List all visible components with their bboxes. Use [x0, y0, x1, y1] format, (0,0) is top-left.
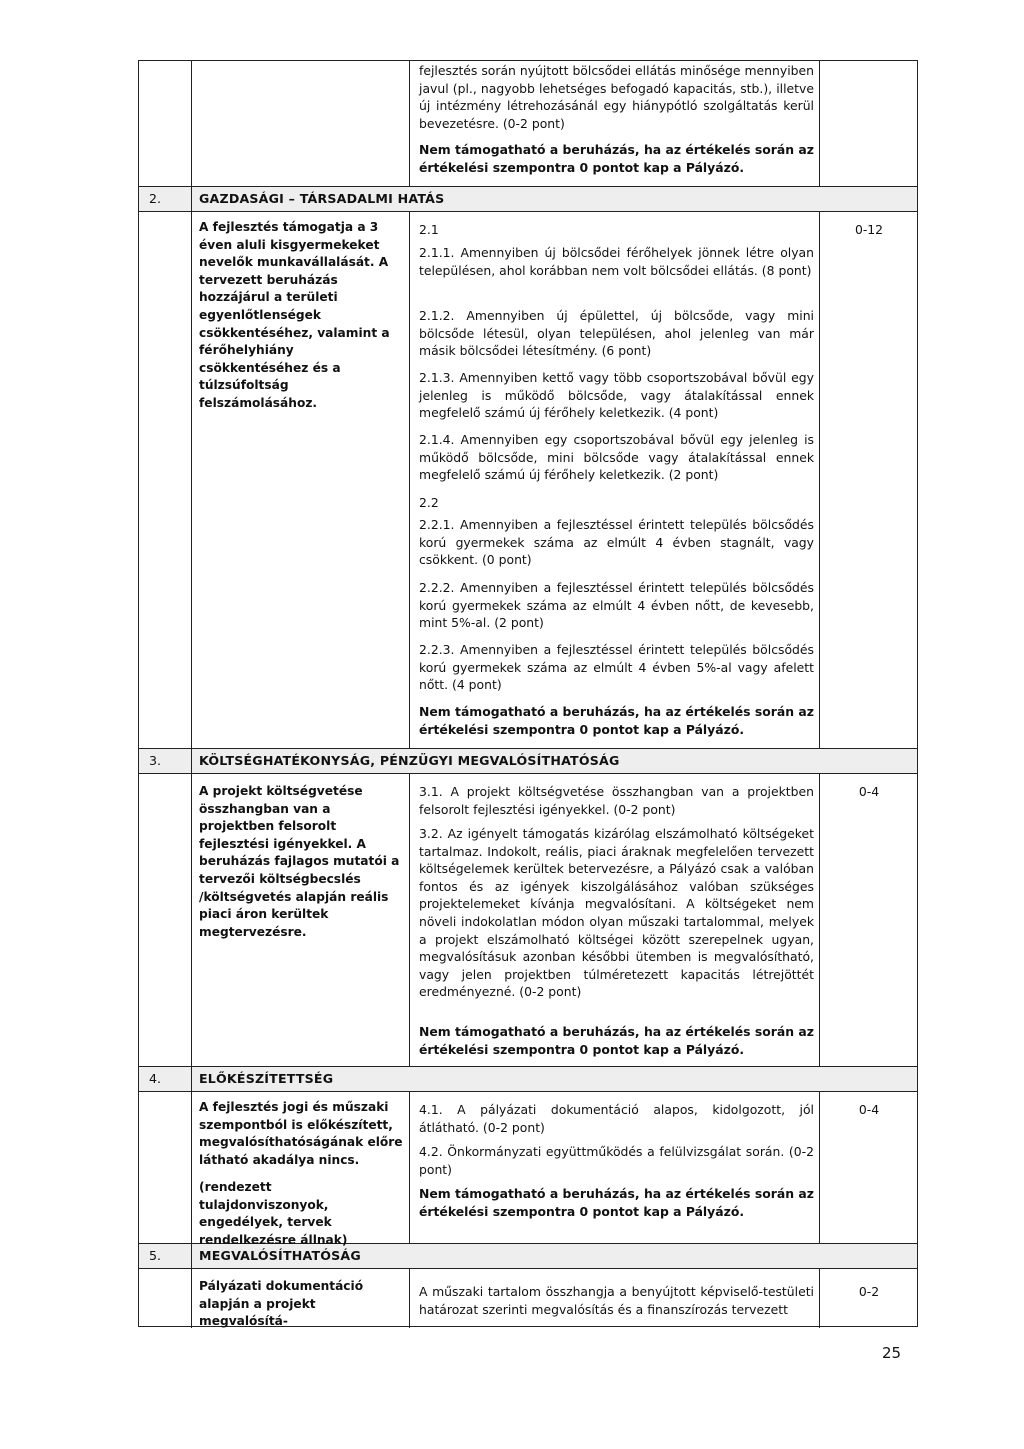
column-rule	[191, 61, 192, 1328]
exclusion-note: Nem támogatható a beruházás, ha az értékelés során az értékelési szempontra 0 pontot kap a Pályázó.	[419, 1024, 814, 1057]
section-title: ELŐKÉSZÍTETTSÉG	[199, 1071, 334, 1086]
scoring-item: 2.2.1. Amennyiben a fejlesztéssel érintett település bölcsődés korú gyermekek száma az elmúlt 4 évben stagnált, vagy csökkent. (0 pont)	[419, 517, 814, 568]
scoring-item: 3.2. Az igényelt támogatás kizárólag elszámolható költségeket tartalmaz. Indokolt, reális, piaci áraknak megfelelően tervezett költségelemek kerültek betervezésre, a Pályázó csak a valóban fontos és az igények kiszolgálásához valóban szükséges projektelemeket kívánja megvalósítani. A költségeket nem növeli indokolatlan módon olyan műszaki tartalommal, melyek a projekt elszámolható költségei között szerepelnek ugyan, megvalósításuk azonban későbbi ütemben is megvalósítható, vagy jelen projektben túlméretezett kapacitás létrejöttét eredményezné. (0-2 pont)	[419, 826, 814, 1000]
criterion-text: A projekt költségvetése összhangban van a projektben felsorolt fejlesztési igényekkel. A beruházás fajlagos mutatói a tervezői költségbecslés /költségvetés alapján reális piaci áron kerültek megtervezésre.	[199, 784, 400, 939]
scoring-item: 3.1. A projekt költségvetése összhangban van a projektben felsorolt fejlesztési igényekkel. (0-2 pont)	[419, 784, 814, 817]
criterion-text: A fejlesztés jogi és műszaki szempontból is előkészített, megvalósíthatóságának előre látható akadálya nincs.	[199, 1100, 403, 1167]
column-rule	[819, 61, 820, 186]
scoring-item: 2.1.2. Amennyiben új épülettel, új bölcsőde, vagy mini bölcsőde létesül, olyan településen, ahol jelenleg van már másik bölcsődei létesítmény. (6 pont)	[419, 308, 814, 359]
column-rule	[819, 773, 820, 1066]
exclusion-note: Nem támogatható a beruházás, ha az értékelés során az értékelési szempontra 0 pontot kap a Pályázó.	[419, 704, 814, 737]
section-number: 5.	[149, 1248, 162, 1263]
divider	[139, 1091, 917, 1092]
column-rule	[819, 1091, 820, 1243]
scoring-text: A műszaki tartalom összhangja a benyújtott képviselő-testületi határozat szerinti megvalósítás és a finanszírozás tervezett	[419, 1284, 814, 1317]
continued-paragraph: fejlesztés során nyújtott bölcsődei ellátás minősége mennyiben javul (pl., nagyobb lehetséges befogadó kapacitás, stb.), illetve új intézmény létrehozásánál egy hiánypótló szolgáltatás kerül bevezetésre. (0-2 pont)	[419, 63, 814, 131]
scoring-item: 4.2. Önkormányzati együttműködés a felülvizsgálat során. (0-2 pont)	[419, 1144, 814, 1177]
divider	[139, 186, 917, 187]
item-heading: 2.2	[419, 495, 439, 510]
section-title: GAZDASÁGI – TÁRSADALMI HATÁS	[199, 191, 445, 206]
column-rule	[409, 1091, 410, 1243]
evaluation-table	[138, 60, 918, 1327]
column-rule	[409, 1268, 410, 1328]
points-range: 0-4	[858, 784, 880, 799]
scoring-item: 2.1.4. Amennyiben egy csoportszobával bővül egy jelenleg is működő bölcsőde, mini bölcsőde vagy átalakítással ennek megfelelő számú új férőhely keletkezik. (2 pont)	[419, 432, 814, 483]
scoring-item: 2.1.1. Amennyiben új bölcsődei férőhelyek jönnek létre olyan településen, ahol korábban nem volt bölcsődei ellátás. (8 pont)	[419, 245, 814, 278]
item-heading: 2.1	[419, 222, 439, 237]
divider	[139, 211, 917, 212]
section-number: 4.	[149, 1071, 162, 1086]
points-range: 0-4	[858, 1102, 880, 1117]
column-rule	[409, 211, 410, 748]
column-rule	[409, 773, 410, 1066]
divider	[139, 1268, 917, 1269]
exclusion-note: Nem támogatható a beruházás, ha az értékelés során az értékelési szempontra 0 pontot kap a Pályázó.	[419, 142, 814, 175]
points-range: 0-2	[858, 1284, 880, 1299]
scoring-item: 2.2.3. Amennyiben a fejlesztéssel érintett település bölcsődés korú gyermekek száma az elmúlt 4 évben 5%-al vagy afelett nőtt. (4 pont)	[419, 642, 814, 693]
divider	[139, 773, 917, 774]
criterion-note: (rendezett tulajdonviszonyok, engedélyek, tervek rendelkezésre állnak)	[199, 1180, 348, 1247]
section-title: MEGVALÓSÍTHATÓSÁG	[199, 1248, 361, 1263]
exclusion-note: Nem támogatható a beruházás, ha az értékelés során az értékelési szempontra 0 pontot kap a Pályázó.	[419, 1186, 814, 1219]
scoring-item: 2.1.3. Amennyiben kettő vagy több csoportszobával bővül egy jelenleg is működő bölcsőde, vagy átalakítással ennek megfelelő számú új férőhely keletkezik. (4 pont)	[419, 370, 814, 421]
points-range: 0-12	[854, 222, 884, 237]
section-number: 3.	[149, 753, 162, 768]
section-title: KÖLTSÉGHATÉKONYSÁG, PÉNZÜGYI MEGVALÓSÍTHATÓSÁG	[199, 753, 620, 768]
page-number: 25	[882, 1344, 902, 1362]
divider	[139, 1066, 917, 1067]
column-rule	[819, 1268, 820, 1328]
divider	[139, 748, 917, 749]
section-number: 2.	[149, 191, 162, 206]
scoring-item: 4.1. A pályázati dokumentáció alapos, kidolgozott, jól átlátható. (0-2 pont)	[419, 1102, 814, 1135]
criterion-text: A fejlesztés támogatja a 3 éven aluli kisgyermekeket nevelők munkavállalását. A tervezett beruházás hozzájárul a területi egyenlőtlenségek csökkentéséhez, valamint a férőhelyhiány csökkentéséhez és a túlzsúfoltság felszámolásához.	[199, 220, 390, 410]
scoring-item: 2.2.2. Amennyiben a fejlesztéssel érintett település bölcsődés korú gyermekek száma az elmúlt 4 évben nőtt, de kevesebb, mint 5%-al. (2 pont)	[419, 580, 814, 631]
column-rule	[409, 61, 410, 186]
criterion-text: Pályázati dokumentáció alapján a projekt megvalósítá-	[199, 1279, 364, 1329]
column-rule	[819, 211, 820, 748]
